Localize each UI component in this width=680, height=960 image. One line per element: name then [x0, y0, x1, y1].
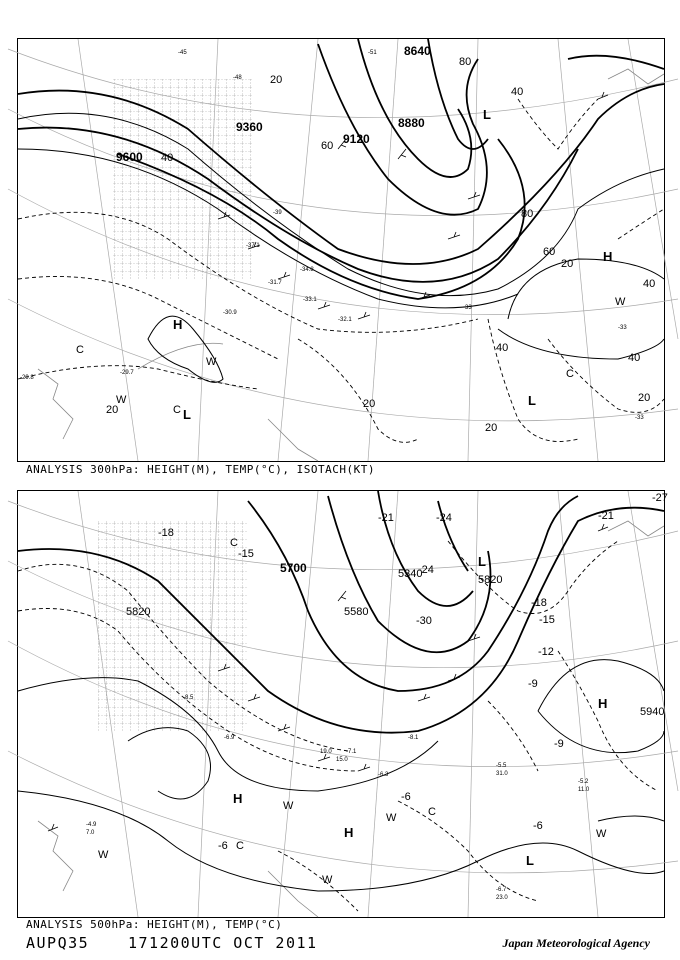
- chart-code: AUPQ35: [26, 934, 90, 952]
- temp-label: -18: [531, 597, 547, 609]
- isotach-label: 20: [638, 392, 651, 404]
- temp-label: -29.8: [20, 375, 34, 381]
- temp-label: -6: [218, 840, 228, 852]
- weather-map-300hpa: [18, 39, 664, 461]
- low-center: L: [183, 407, 191, 422]
- low-center: L: [526, 853, 534, 868]
- temp-label: -27: [652, 492, 668, 504]
- height-label: 5580: [344, 606, 369, 618]
- valid-time: 171200UTC OCT 2011: [128, 934, 318, 952]
- temp-label: -32.1: [338, 317, 352, 323]
- weather-map-500hpa: [18, 491, 668, 917]
- warm-center: W: [283, 800, 294, 812]
- height-label: 5940: [640, 706, 665, 718]
- isotach-label: 60: [321, 140, 334, 152]
- station-value: 15.0: [336, 757, 348, 763]
- warm-center: W: [322, 874, 333, 886]
- cold-center: C: [230, 537, 238, 549]
- map-panel-300hpa: [17, 38, 665, 462]
- temp-label: -12: [538, 646, 554, 658]
- temp-label: -30.9: [223, 310, 237, 316]
- isotach-label: 40: [161, 152, 174, 164]
- temp-label: -15: [238, 548, 254, 560]
- station-value: -7.1: [346, 749, 357, 755]
- station-value: -5.5: [496, 763, 507, 769]
- temp-label: -24: [418, 564, 434, 576]
- temp-label: -31.7: [268, 280, 282, 286]
- temp-label: -29.7: [120, 370, 134, 376]
- cold-center: C: [236, 840, 244, 852]
- station-value: -6.7: [496, 887, 507, 893]
- height-label: 5340: [398, 568, 423, 580]
- agency-name: Japan Meteorological Agency: [502, 936, 650, 950]
- temp-label: -24: [436, 512, 452, 524]
- isotach-label: 40: [496, 342, 509, 354]
- station-value: 23.0: [496, 895, 508, 901]
- high-center: H: [233, 791, 243, 806]
- station-value: -8.1: [408, 735, 419, 741]
- temp-label: -33: [618, 325, 627, 331]
- isotach-label: 20: [363, 398, 376, 410]
- low-center: L: [478, 554, 486, 569]
- temp-label: -39: [273, 210, 282, 216]
- height-label: 9360: [236, 120, 263, 134]
- station-value: -8.5: [183, 695, 194, 701]
- temp-label: -18: [158, 527, 174, 539]
- warm-center: W: [596, 828, 607, 840]
- cold-center: C: [173, 404, 181, 416]
- station-value: 31.0: [496, 771, 508, 777]
- cold-center: C: [428, 806, 436, 818]
- high-center: H: [598, 696, 608, 711]
- temp-label: -30: [416, 615, 432, 627]
- low-center: L: [528, 393, 536, 408]
- high-center: H: [344, 825, 354, 840]
- temp-label: -33.1: [303, 297, 317, 303]
- station-value: 19.0: [320, 749, 332, 755]
- height-label: 9600: [116, 150, 143, 164]
- caption-500hpa: ANALYSIS 500hPa: HEIGHT(M), TEMP(°C): [26, 918, 283, 931]
- isotach-label: 20: [485, 422, 498, 434]
- temp-label: -9: [554, 738, 564, 750]
- height-label: 8640: [404, 44, 431, 58]
- warm-center: W: [615, 296, 626, 308]
- isotach-label: 40: [643, 278, 656, 290]
- station-value: 11.0: [578, 787, 590, 793]
- isotach-label: 20: [561, 258, 574, 270]
- temp-label: -34.8: [300, 267, 314, 273]
- warm-center: W: [98, 849, 109, 861]
- isotach-label: 40: [628, 352, 641, 364]
- temp-label: -21: [378, 512, 394, 524]
- temp-label: -45: [178, 50, 187, 56]
- isotach-label: 20: [270, 74, 283, 86]
- temp-label: -48: [233, 75, 242, 81]
- temp-label: -33: [635, 415, 644, 421]
- station-value: -6.3: [378, 772, 389, 778]
- isotach-label: 60: [543, 246, 556, 258]
- station-value: -6.9: [224, 735, 235, 741]
- high-center: H: [173, 317, 183, 332]
- temp-label: -21: [598, 510, 614, 522]
- temp-label: -15: [539, 614, 555, 626]
- temp-label: -51: [368, 50, 377, 56]
- warm-center: W: [386, 812, 397, 824]
- station-value: -5.2: [578, 779, 589, 785]
- temp-label: -33: [463, 305, 472, 311]
- height-label: 5820: [126, 606, 151, 618]
- height-label: 8880: [398, 116, 425, 130]
- warm-center: W: [116, 394, 127, 406]
- terrain-hatch: [113, 79, 253, 279]
- temp-label: -37.1: [246, 243, 260, 249]
- isotach-label: 80: [459, 56, 472, 68]
- cold-center: C: [566, 368, 574, 380]
- isotach-label: 20: [106, 404, 119, 416]
- warm-center: W: [206, 356, 217, 368]
- map-panel-500hpa: [17, 490, 668, 918]
- height-label: 5820: [478, 574, 503, 586]
- station-value: 7.0: [86, 830, 95, 836]
- cold-center: C: [76, 344, 84, 356]
- high-center: H: [603, 249, 613, 264]
- caption-300hpa: ANALYSIS 300hPa: HEIGHT(M), TEMP(°C), ISOTACH(KT): [26, 463, 376, 476]
- temp-label: -6: [401, 791, 411, 803]
- isotach-label: 80: [521, 208, 534, 220]
- low-center: L: [483, 107, 491, 122]
- temp-label: -6: [533, 820, 543, 832]
- station-value: -4.9: [86, 822, 97, 828]
- isotach-label: 40: [511, 86, 524, 98]
- height-label: 5700: [280, 561, 307, 575]
- terrain-hatch: [98, 521, 248, 731]
- height-label: 9120: [343, 132, 370, 146]
- temp-label: -9: [528, 678, 538, 690]
